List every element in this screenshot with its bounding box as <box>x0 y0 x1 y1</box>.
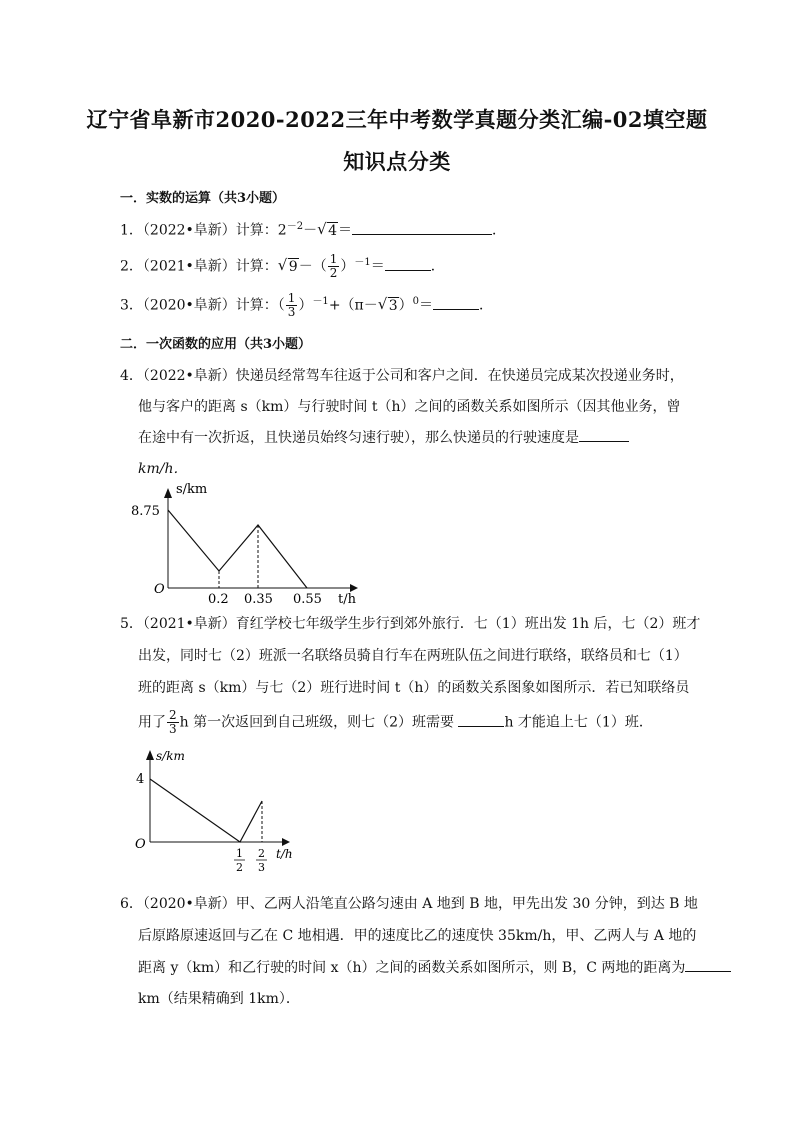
q1-minus: － <box>303 222 318 239</box>
chart2-series-line <box>150 779 262 842</box>
q5-frac-num: 2 <box>169 708 177 722</box>
q2-frac-den: 2 <box>329 266 338 281</box>
q2-prefix: 2．（2021•阜新）计算： <box>120 258 278 275</box>
question-2 <box>120 253 445 280</box>
chart1-y-label: s/km <box>176 482 208 497</box>
chart1-xtick-0-55: 0.55 <box>293 592 322 607</box>
q5-frac-den: 3 <box>169 722 177 736</box>
chart1-ytick-8-75: 8.75 <box>131 504 160 519</box>
q3-fraction <box>286 292 298 319</box>
q6-line-3-text: 距离 y（km）和乙行驶的时间 x（h）之间的函数关系如图所示，则 B，C 两地的距离为 <box>138 960 686 976</box>
chart2-xtick-two-thirds-den: 3 <box>258 861 265 874</box>
q5-line-1: 5．（2021•阜新）育红学校七年级学生步行到郊外旅行．七（1）班出发 1h 后，七（2）班才 <box>120 616 701 632</box>
doc-title-line1: 辽宁省阜新市2020-2022三年中考数学真题分类汇编-02填空题 <box>86 107 708 132</box>
q1-equals: ＝ <box>338 222 352 239</box>
q2-mid: －（ <box>298 258 327 275</box>
q1-prefix: 1．（2022•阜新）计算：2 <box>120 222 287 239</box>
chart1-origin: O <box>154 582 165 597</box>
q1-exponent: －2 <box>286 221 304 232</box>
q2-equals: ＝ <box>370 258 385 275</box>
q4-line-4: km/h． <box>138 461 188 477</box>
q2-exponent: －1 <box>354 257 371 268</box>
chart1-xtick-0-2: 0.2 <box>208 592 229 607</box>
chart2-x-arrow <box>282 838 290 846</box>
q3-answer-blank[interactable] <box>433 295 479 310</box>
q5-line-2: 出发，同时七（2）班派一名联络员骑自行车在两班队伍之间进行联络，联络员和七（1） <box>138 648 688 664</box>
q6-line-4: km（结果精确到 1km）． <box>138 991 300 1007</box>
q4-line-3 <box>138 427 629 447</box>
chart2-y-label: s/km <box>156 749 185 763</box>
section-heading-2: 二．一次函数的应用（共3小题） <box>120 337 312 352</box>
q2-frac-num: 1 <box>329 252 338 267</box>
question-3 <box>120 292 493 319</box>
chart2-xtick-two-thirds-num: 2 <box>258 847 265 860</box>
q4-answer-blank[interactable] <box>579 427 629 442</box>
chart1-xtick-0-35: 0.35 <box>244 592 273 607</box>
q3-close: ） <box>298 297 313 314</box>
q5-line-4 <box>138 709 653 736</box>
q6-line-1: 6．（2020•阜新）甲、乙两人沿笔直公路匀速由 A 地到 B 地，甲先出发 30 分钟，到达 B 地 <box>120 896 698 912</box>
q1-radicand: 4 <box>328 222 337 239</box>
q2-close: ） <box>340 258 355 275</box>
chart2-xtick-half-den: 2 <box>236 861 243 874</box>
q6-line-2: 后原路原速返回与乙在 C 地相遇．甲的速度比乙的速度快 35km/h，甲、乙两人与 A 地的 <box>138 928 697 944</box>
q5-line-4c: h 才能追上七（1）班． <box>504 714 653 731</box>
q3-frac-den: 3 <box>287 305 296 320</box>
chart2-x-label: t/h <box>276 847 293 861</box>
chart1-y-arrow <box>164 488 172 498</box>
chart-1-distance-time <box>130 480 370 610</box>
chart-2-distance-time <box>130 742 300 877</box>
q2-sqrt: √ 9 <box>277 255 298 275</box>
chart2-xtick-half-num: 1 <box>236 847 243 860</box>
q2-answer-blank[interactable] <box>385 256 431 271</box>
q2-fraction <box>328 253 340 280</box>
chart2-y-arrow <box>146 750 154 760</box>
q6-line-3 <box>138 957 731 977</box>
doc-title-line2: 知识点分类 <box>343 149 451 174</box>
q5-line-4b: h 第一次返回到自己班级，则七（2）班需要 <box>179 714 455 731</box>
q5-answer-blank[interactable] <box>458 712 504 727</box>
q4-line-3-text: 在途中有一次折返，且快递员始终匀速行驶），那么快递员的行驶速度是 <box>138 430 579 446</box>
q3-exponent-1: －1 <box>312 296 329 307</box>
q2-radicand: 9 <box>288 258 298 275</box>
q3-mid: +（π－ <box>328 297 378 314</box>
chart1-x-arrow <box>350 584 358 592</box>
q3-radicand: 3 <box>388 297 398 314</box>
q1-sqrt: √ 4 <box>317 219 337 239</box>
q5-fraction <box>167 709 179 736</box>
chart1-series-line <box>168 510 307 588</box>
q3-frac-num: 1 <box>287 291 296 306</box>
q3-end: ． <box>479 297 494 314</box>
q4-line-1: 4．（2022•阜新）快递员经常驾车往返于公司和客户之间．在快递员完成某次投递业务时， <box>120 368 684 384</box>
chart1-x-label: t/h <box>338 592 356 607</box>
q3-close-2: ） <box>398 297 413 314</box>
q3-sqrt: √ 3 <box>377 294 398 314</box>
q5-line-3: 班的距离 s（km）与七（2）班行进时间 t（h）的函数关系图象如图所示．若已知联络员 <box>138 680 690 696</box>
q4-line-2: 他与客户的距离 s（km）与行驶时间 t（h）之间的函数关系如图所示（因其他业务，曾 <box>138 399 681 415</box>
q2-end: ． <box>430 258 445 275</box>
section-heading-1: 一．实数的运算（共3小题） <box>120 191 286 206</box>
chart2-ytick-4: 4 <box>136 772 145 787</box>
q6-answer-blank[interactable] <box>685 957 731 972</box>
q1-answer-blank[interactable] <box>352 220 492 235</box>
q5-line-4a: 用了 <box>138 714 166 731</box>
q1-end: ． <box>492 222 506 239</box>
q3-prefix: 3．（2020•阜新）计算：（ <box>120 297 285 314</box>
question-1 <box>120 217 506 240</box>
chart2-origin: O <box>135 837 146 852</box>
q3-equals: ＝ <box>419 297 434 314</box>
q3-exponent-2: 0 <box>412 296 420 307</box>
